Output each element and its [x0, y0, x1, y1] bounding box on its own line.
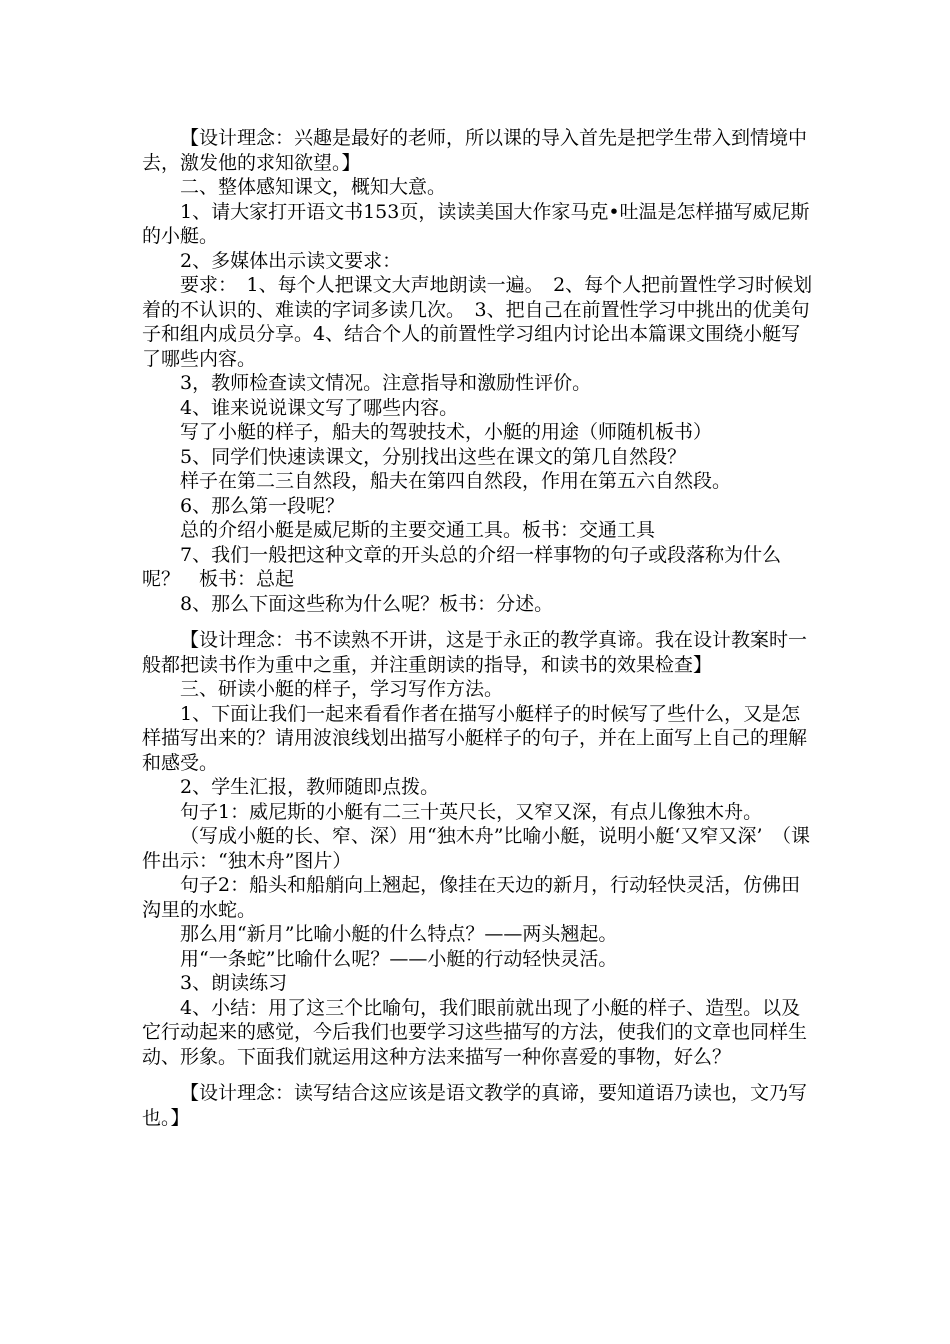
- paragraph-requirements: 要求： 1、每个人把课文大声地朗读一遍。 2、每个人把前置性学习时候划着的不认识的、难读的字词多读几次。 3、把自己在前置性学习中挑出的优美句子和组内成员分享。4、结合个人的前置性学习组内讨论出本篇课文围绕小艇写了哪些内容。: [142, 274, 813, 370]
- paragraph-step-8: 8、那么下面这些称为什么呢？板书：分述。: [180, 592, 554, 615]
- paragraph-moon-question: 那么用“新月”比喻小艇的什么特点？——两头翘起。: [180, 923, 618, 945]
- paragraph-step-2: 2、多媒体出示读文要求：: [180, 249, 402, 272]
- paragraph-answer-5: 样子在第二三自然段，船夫在第四自然段，作用在第五六自然段。: [180, 470, 732, 492]
- paragraph-step-3: 3，教师检查读文情况。注意指导和激励性评价。: [180, 372, 592, 394]
- section-heading-2: 二、整体感知课文，概知大意。: [180, 176, 447, 198]
- design-note-2: 【设计理念：书不读熟不开讲，这是于永正的教学真谛。我在设计教案时一般都把读书作为重中之重，并注重朗读的指导，和读书的效果检查】: [142, 629, 808, 676]
- design-note-1: 【设计理念：兴趣是最好的老师，所以课的导入首先是把学生带入到情境中去，激发他的求知欲望。】: [142, 127, 808, 174]
- paragraph-step-4: 4、谁来说说课文写了哪些内容。: [180, 396, 459, 419]
- paragraph-answer-6: 总的介绍小艇是威尼斯的主要交通工具。板书：交通工具: [180, 519, 656, 541]
- paragraph-study-3: 3、朗读练习: [180, 972, 288, 994]
- paragraph-step-5: 5、同学们快速读课文，分别找出这些在课文的第几自然段？: [180, 445, 687, 468]
- paragraph-step-1: 1、请大家打开语文书153页，读读美国大作家马克•吐温是怎样描写威尼斯的小艇。: [142, 200, 810, 247]
- design-note-3: 【设计理念：读写结合这应该是语文教学的真谛，要知道语乃读也，文乃写也。】: [142, 1082, 808, 1129]
- paragraph-answer-4: 写了小艇的样子，船夫的驾驶技术，小艇的用途（师随机板书）: [180, 421, 713, 443]
- paragraph-sentence-1: 句子1：威尼斯的小艇有二三十英尺长，又窄又深，有点儿像独木舟。: [180, 800, 763, 823]
- document-body: [142, 126, 814, 1130]
- paragraph-study-1: 1、下面让我们一起来看看作者在描写小艇样子的时候写了些什么，又是怎样描写出来的？请用波浪线划出描写小艇样子的句子，并在上面写上自己的理解和感受。: [142, 702, 808, 774]
- paragraph-step-7: 7、我们一般把这种文章的开头总的介绍一样事物的句子或段落称为什么呢？ 板书：总起: [142, 543, 782, 590]
- paragraph-snake-question: 用“一条蛇”比喻什么呢？——小艇的行动轻快灵活。: [180, 947, 618, 970]
- paragraph-gap: [142, 1069, 814, 1081]
- paragraph-summary: 4、小结：用了这三个比喻句，我们眼前就出现了小艇的样子、造型。以及它行动起来的感觉，今后我们也要学习这些描写的方法，使我们的文章也同样生动、形象。下面我们就运用这种方法来描写一种你喜爱的事物，好么？: [142, 996, 808, 1068]
- paragraph-sentence-2: 句子2：船头和船艄向上翘起，像挂在天边的新月，行动轻快灵活，仿佛田沟里的水蛇。: [142, 874, 801, 921]
- paragraph-gap: [142, 616, 814, 628]
- section-heading-3: 三、研读小艇的样子，学习写作方法。: [180, 678, 504, 700]
- paragraph-study-2: 2、学生汇报，教师随即点拨。: [180, 776, 440, 798]
- paragraph-step-6: 6、那么第一段呢？: [180, 494, 345, 517]
- paragraph-sentence-1-note: （写成小艇的长、窄、深）用“独木舟”比喻小艇，说明小艇‘又窄又深’ （课件出示：“独木舟”图片）: [142, 825, 811, 872]
